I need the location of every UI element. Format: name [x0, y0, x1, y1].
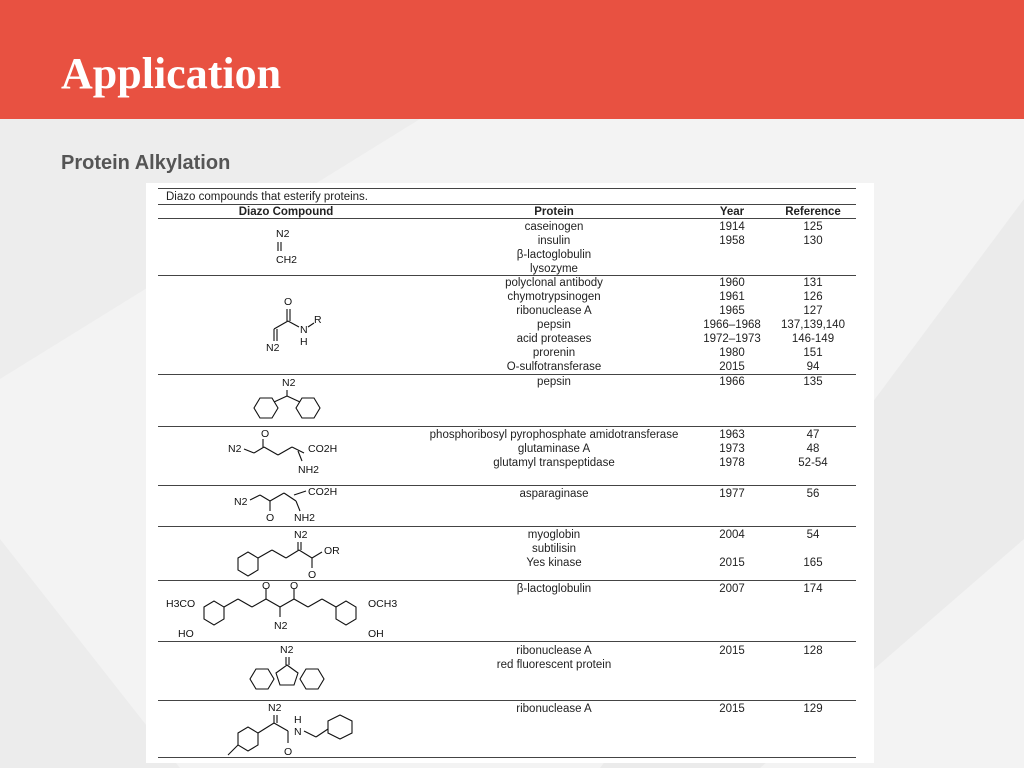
n2-label: N2 — [228, 443, 242, 455]
structure-diazo-curcumin — [156, 581, 416, 641]
table-rule — [158, 218, 856, 219]
cell-protein: ribonuclease A — [516, 645, 592, 657]
cell-year: 1966–1968 — [703, 319, 761, 331]
n2-label: N2 — [282, 377, 296, 389]
cell-year: 2007 — [719, 583, 745, 595]
header-bar — [0, 0, 1024, 119]
structure-don — [156, 427, 416, 483]
cell-protein: Yes kinase — [526, 557, 582, 569]
cell-reference: 94 — [806, 361, 820, 373]
cell-year: 1963 — [719, 429, 745, 441]
cell-year: 1972–1973 — [703, 333, 761, 345]
co2h-label: CO2H — [308, 443, 338, 455]
h-label: H — [300, 336, 308, 348]
cell-protein: red fluorescent protein — [496, 659, 612, 671]
structure-diazo-amide — [156, 701, 416, 757]
structure-diazofluorene — [156, 643, 416, 699]
cell-protein: insulin — [537, 235, 571, 247]
cell-year: 1961 — [719, 291, 745, 303]
structure-diphenyldiazomethane — [156, 376, 416, 424]
ch2-label: CH2 — [276, 254, 298, 266]
cell-reference: 128 — [803, 645, 823, 657]
structure-diazomethane — [156, 223, 416, 273]
cell-protein: asparaginase — [519, 488, 589, 500]
cell-protein: ribonuclease A — [516, 703, 592, 715]
o-label: O — [262, 581, 271, 592]
cell-reference: 129 — [803, 703, 823, 715]
nh2-label: NH2 — [298, 464, 320, 476]
cell-protein: subtilisin — [531, 543, 577, 555]
n2-label: N2 — [234, 496, 248, 508]
cell-year: 1966 — [719, 376, 745, 388]
cell-protein: β-lactoglobulin — [516, 249, 592, 261]
header-protein: Protein — [534, 206, 574, 218]
cell-year: 1914 — [719, 221, 745, 233]
cell-reference: 165 — [803, 557, 823, 569]
n-label: N — [294, 726, 302, 738]
header-reference: Reference — [785, 206, 841, 218]
n2-label: N2 — [266, 342, 280, 354]
or-label: OR — [324, 545, 340, 557]
cell-year: 1973 — [719, 443, 745, 455]
cell-protein: glutamyl transpeptidase — [493, 457, 615, 469]
cell-protein: chymotrypsinogen — [507, 291, 601, 303]
r-label: R — [314, 314, 322, 326]
cell-reference: 56 — [806, 488, 820, 500]
cell-protein: O-sulfotransferase — [506, 361, 602, 373]
n2-label: N2 — [294, 529, 308, 541]
cell-protein: pepsin — [537, 376, 571, 388]
cell-protein: polyclonal antibody — [505, 277, 603, 289]
cell-reference: 137,139,140 — [781, 319, 845, 331]
n2-label: N2 — [268, 702, 282, 714]
n-label: N — [300, 324, 308, 336]
table-caption: Diazo compounds that esterify proteins. — [166, 191, 368, 203]
n2-label: N2 — [280, 644, 294, 656]
cell-protein: pepsin — [537, 319, 571, 331]
cell-year: 1978 — [719, 457, 745, 469]
cell-reference: 54 — [806, 529, 820, 541]
diazo-table — [146, 183, 874, 763]
oh-label: OH — [368, 628, 384, 640]
o-label: O — [284, 296, 293, 308]
slide-title: Application — [61, 49, 282, 98]
cell-year: 2015 — [719, 361, 745, 373]
table-rule — [158, 757, 856, 758]
o-label: O — [261, 428, 270, 440]
o-label: O — [308, 569, 317, 580]
h3co-label: H3CO — [166, 598, 196, 610]
cell-year: 2015 — [719, 703, 745, 715]
cell-protein: lysozyme — [530, 263, 578, 275]
och3-label: OCH3 — [368, 598, 398, 610]
cell-year: 1960 — [719, 277, 745, 289]
cell-protein: caseinogen — [524, 221, 584, 233]
cell-reference: 52-54 — [798, 457, 828, 469]
header-year: Year — [719, 206, 745, 218]
o-label: O — [284, 746, 293, 757]
cell-reference: 125 — [803, 221, 823, 233]
cell-protein: glutaminase A — [517, 443, 591, 455]
cell-protein: myoglobin — [527, 529, 581, 541]
cell-year: 1980 — [719, 347, 745, 359]
table-rule — [158, 188, 856, 189]
cell-reference: 47 — [806, 429, 820, 441]
cell-protein: β-lactoglobulin — [516, 583, 592, 595]
h-label: H — [294, 714, 302, 726]
cell-protein: prorenin — [532, 347, 576, 359]
cell-year: 2015 — [719, 557, 745, 569]
cell-reference: 48 — [806, 443, 820, 455]
table-rule — [158, 641, 856, 642]
cell-protein: phosphoribosyl pyrophosphate amidotransferase — [429, 429, 679, 441]
cell-reference: 174 — [803, 583, 823, 595]
cell-reference: 127 — [803, 305, 823, 317]
ho-label: HO — [178, 628, 194, 640]
cell-reference: 151 — [803, 347, 823, 359]
slide-subtitle: Protein Alkylation — [61, 152, 231, 174]
cell-reference: 126 — [803, 291, 823, 303]
header-compound: Diazo Compound — [238, 206, 334, 218]
structure-diazo-asparagine — [156, 485, 416, 527]
n2-label: N2 — [274, 620, 288, 632]
n2-label: N2 — [276, 228, 290, 240]
co2h-label: CO2H — [308, 486, 338, 498]
cell-reference: 135 — [803, 376, 823, 388]
cell-year: 1977 — [719, 488, 745, 500]
structure-diazoacetamide — [156, 291, 416, 361]
cell-reference: 131 — [803, 277, 823, 289]
structure-vinyl-diazoester — [156, 528, 416, 580]
table-rule — [158, 374, 856, 375]
nh2-label: NH2 — [294, 512, 316, 524]
cell-protein: ribonuclease A — [516, 305, 592, 317]
o-label: O — [266, 512, 275, 524]
cell-year: 1965 — [719, 305, 745, 317]
cell-reference: 146-149 — [791, 333, 835, 345]
cell-year: 1958 — [719, 235, 745, 247]
cell-year: 2015 — [719, 645, 745, 657]
o-label: O — [290, 581, 299, 592]
cell-year: 2004 — [719, 529, 745, 541]
cell-protein: acid proteases — [516, 333, 592, 345]
cell-reference: 130 — [803, 235, 823, 247]
